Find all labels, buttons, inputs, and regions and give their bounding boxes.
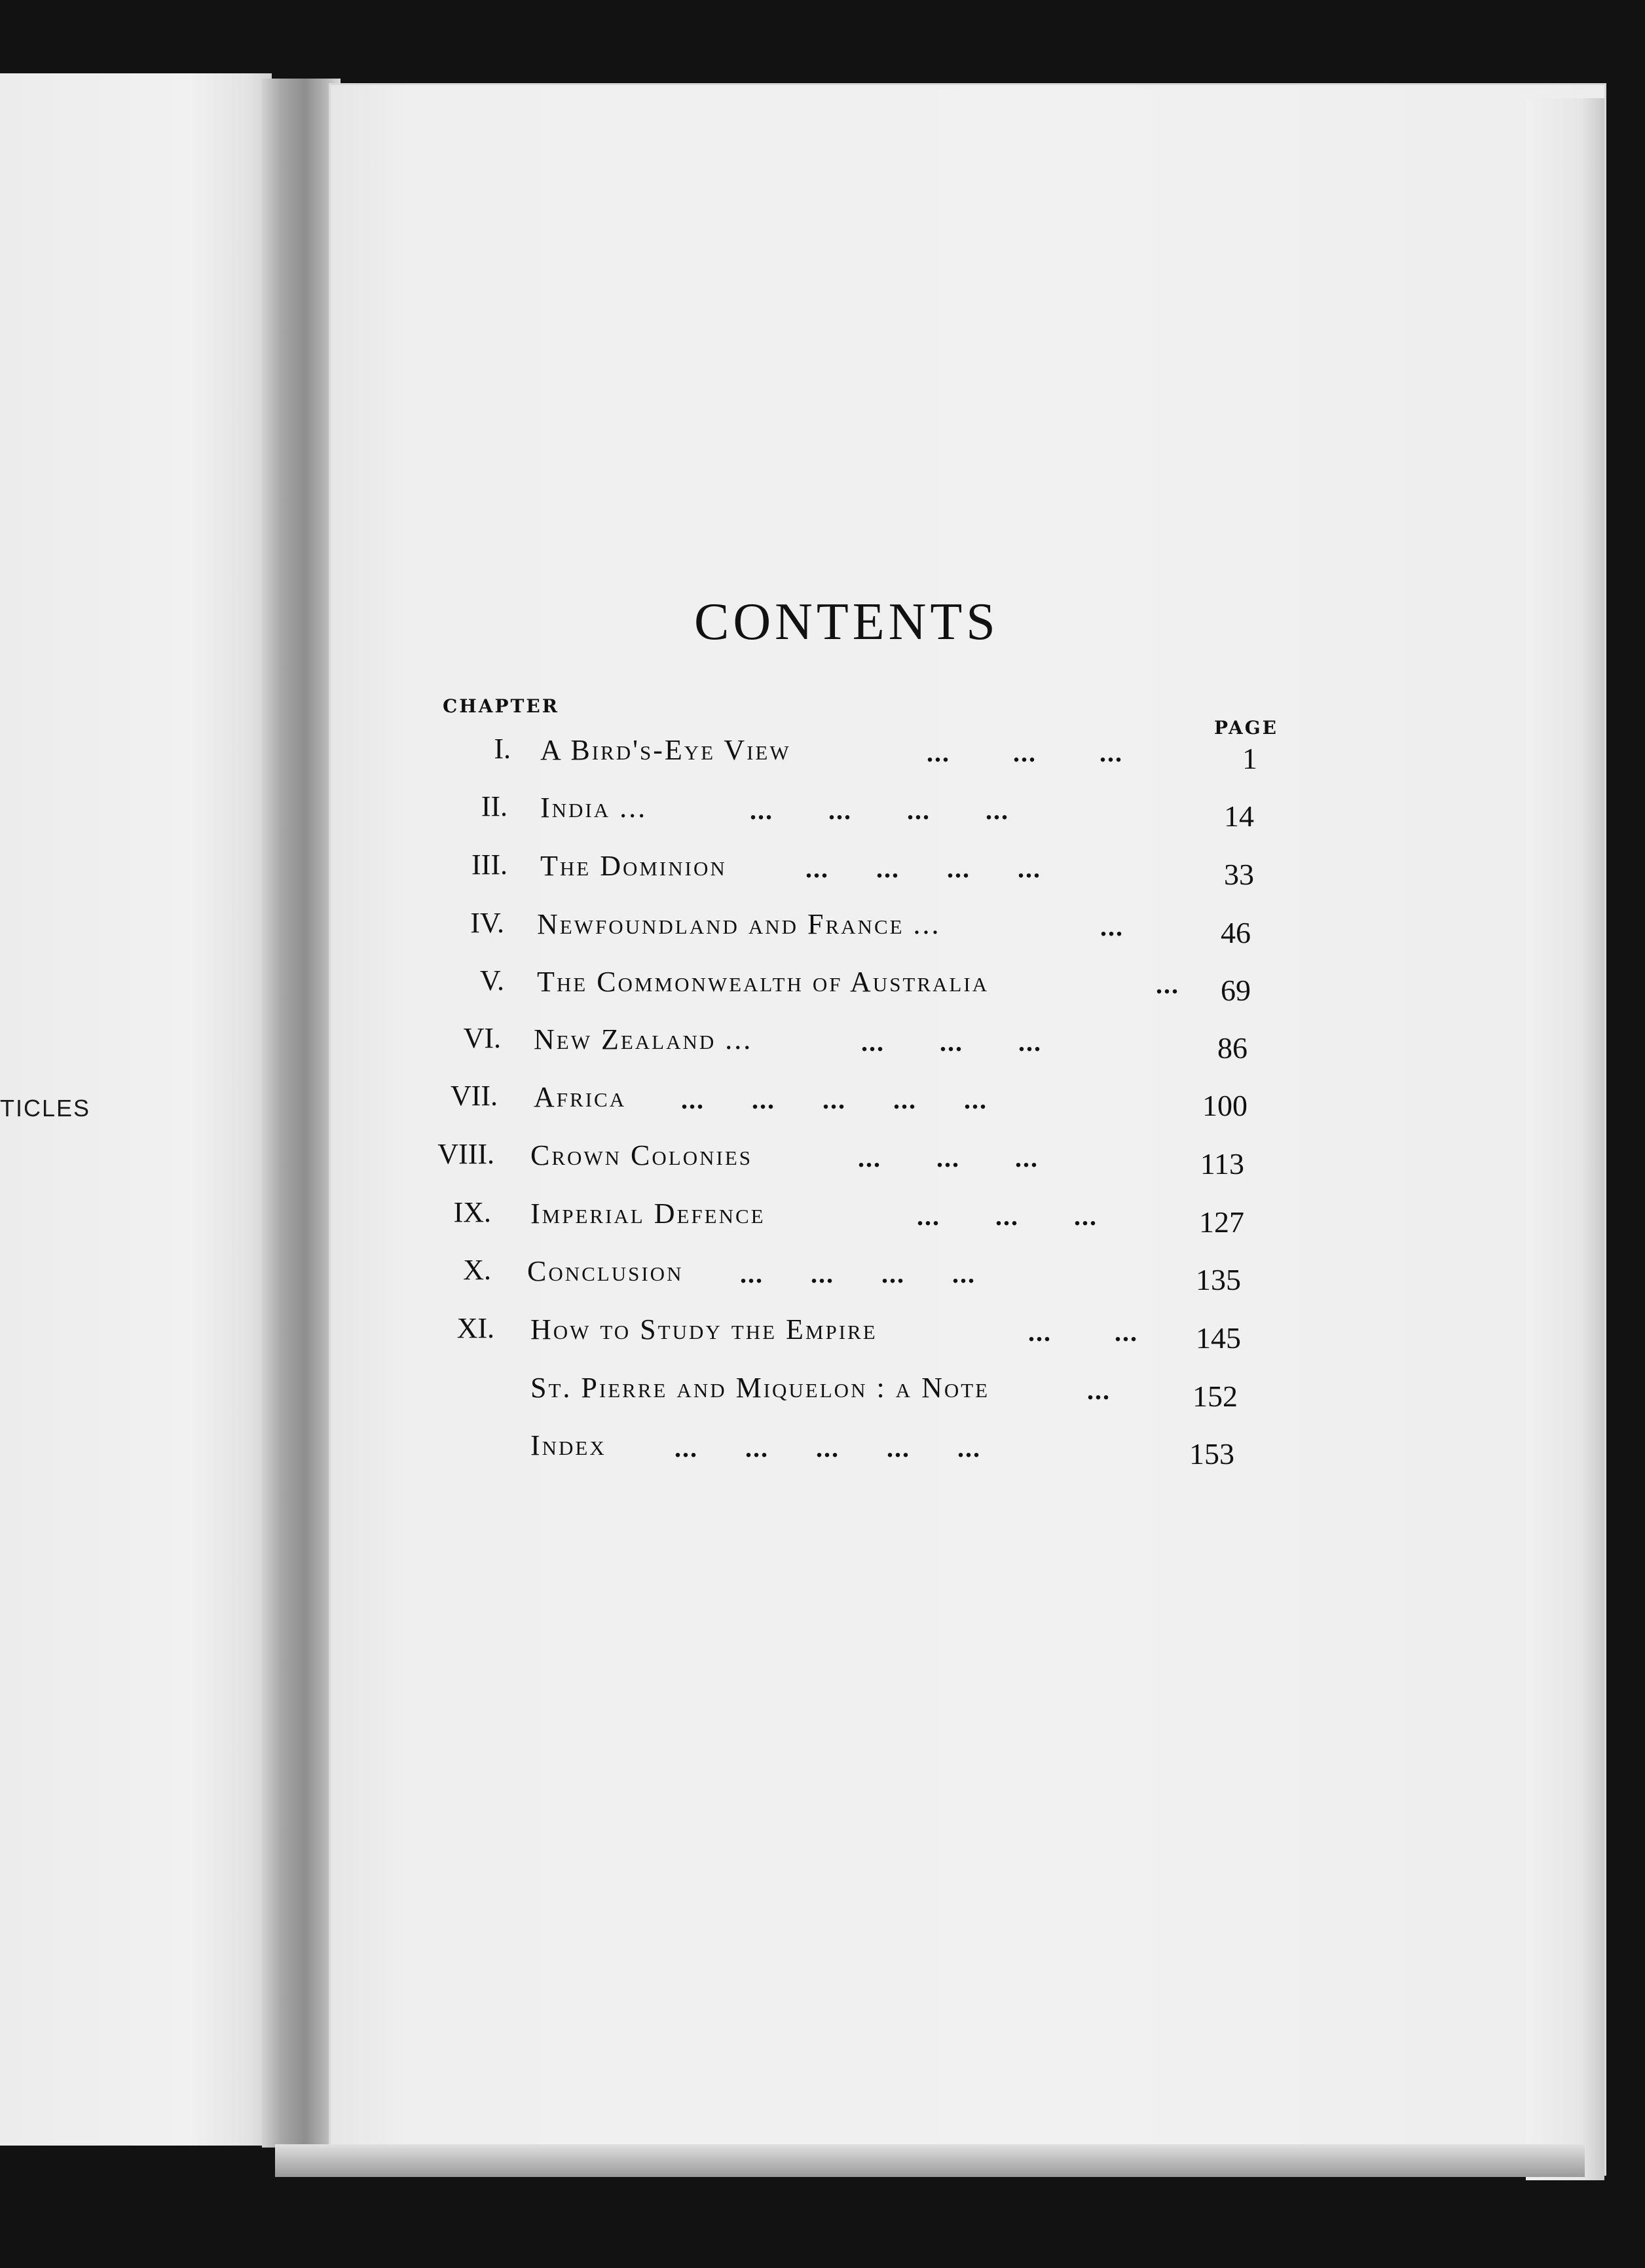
toc-entry [419, 964, 1284, 1007]
chapter-number: III. [471, 849, 508, 881]
leader-dots: ... ... ... [861, 1027, 1042, 1057]
toc-entry [419, 848, 1284, 891]
chapter-number: XI. [456, 1312, 494, 1344]
toc-entry [419, 1253, 1284, 1296]
chapter-title: Newfoundland and France ... [537, 908, 941, 940]
chapter-title: India ... [540, 792, 648, 824]
chapter-column-header: CHAPTER [443, 695, 559, 717]
chapter-title: A Bird's-Eye View [540, 734, 791, 766]
chapter-title: Index [530, 1429, 606, 1461]
leader-dots: ... ... ... ... ... [681, 1085, 988, 1114]
leader-dots: ... ... ... ... ... [675, 1433, 981, 1463]
toc-entry [419, 1021, 1284, 1065]
chapter-number: VI. [463, 1022, 501, 1054]
toc-entry [419, 1137, 1284, 1180]
page-edge [1526, 98, 1604, 2180]
leader-dots: ... ... ... [858, 1143, 1039, 1173]
toc-entry [419, 732, 1284, 775]
chapter-title: Conclusion [527, 1255, 684, 1287]
chapter-number: II. [481, 790, 508, 822]
chapter-title: How to Study the Empire [530, 1313, 878, 1345]
page-number: 153 [1189, 1437, 1234, 1471]
page-number: 113 [1200, 1147, 1244, 1180]
page-number: 127 [1199, 1205, 1244, 1239]
page-number: 14 [1224, 799, 1254, 833]
toc-entry [419, 1196, 1284, 1239]
chapter-number: VII. [450, 1080, 498, 1112]
leader-dots: ... [1156, 970, 1179, 999]
page-number: 135 [1196, 1263, 1241, 1296]
left-page-edge-text: TICLES [0, 1095, 91, 1122]
leader-dots: ... ... ... ... [740, 1259, 976, 1289]
leader-dots: ... ... ... ... [805, 854, 1041, 883]
chapter-title: Africa [534, 1081, 627, 1113]
chapter-number: V. [479, 964, 504, 997]
toc-entry [419, 1079, 1284, 1122]
chapter-number: X. [463, 1254, 491, 1286]
toc-entry [419, 1370, 1284, 1413]
leader-dots: ... ... ... [917, 1201, 1098, 1231]
contents-page [331, 85, 1604, 2174]
chapter-title: St. Pierre and Miquelon : a Note [530, 1372, 990, 1404]
page-number: 152 [1192, 1380, 1238, 1413]
toc-entry [419, 906, 1284, 949]
page-number: 69 [1221, 974, 1251, 1007]
page-number: 86 [1217, 1031, 1248, 1065]
chapter-title: New Zealand ... [534, 1023, 753, 1055]
page-number: 145 [1196, 1321, 1241, 1355]
chapter-title: The Dominion [540, 850, 727, 882]
leader-dots: ... ... ... ... [750, 796, 1009, 825]
toc-entry [419, 1427, 1284, 1471]
leader-dots: ... ... ... [927, 738, 1123, 767]
leader-dots: ... [1100, 912, 1124, 942]
chapter-title: Crown Colonies [530, 1139, 753, 1171]
book-gutter [262, 79, 341, 2148]
leader-dots: ... [1087, 1376, 1111, 1405]
page-title: CONTENTS [694, 593, 999, 651]
page-column-header: PAGE [1214, 717, 1278, 739]
chapter-number: I. [494, 733, 511, 765]
toc-entry [419, 790, 1284, 833]
page-number: 46 [1221, 916, 1251, 949]
left-page [0, 73, 272, 2146]
page-number: 33 [1224, 858, 1254, 891]
chapter-title: Imperial Defence [530, 1198, 766, 1230]
chapter-title: The Commonwealth of Australia [537, 966, 989, 998]
chapter-number: VIII. [437, 1138, 494, 1170]
page-bottom-edge [275, 2144, 1585, 2177]
chapter-number: IV. [470, 907, 504, 939]
toc-entry [419, 1311, 1284, 1355]
leader-dots: ... ... [1028, 1317, 1138, 1347]
page-number: 1 [1242, 742, 1257, 775]
page-number: 100 [1202, 1089, 1248, 1122]
chapter-number: IX. [453, 1196, 491, 1228]
